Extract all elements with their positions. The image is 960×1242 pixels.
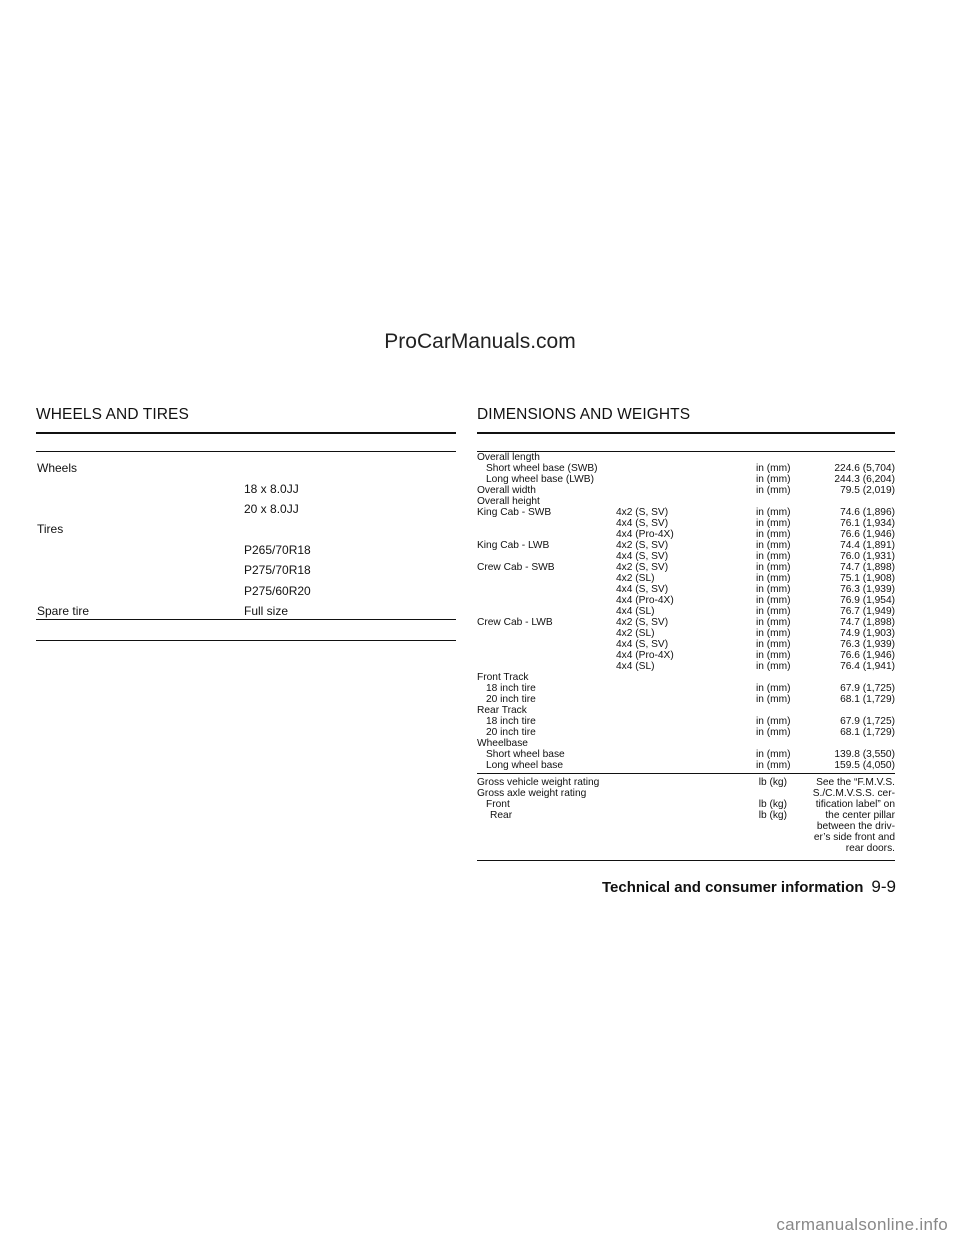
- dim-row-label: Crew Cab - SWB: [477, 562, 555, 573]
- weight-row-note: tification label” on: [815, 799, 895, 810]
- table-top-rule-left: [36, 451, 456, 452]
- watermark-carmanualsonline: carmanualsonline.info: [776, 1215, 948, 1234]
- dim-row-unit: in (mm): [756, 507, 791, 518]
- dimensions-table: [477, 452, 895, 772]
- weight-row-label: Rear: [490, 810, 513, 821]
- dim-row-value: 76.4 (1,941): [840, 661, 895, 672]
- title-rule-left: [36, 432, 456, 434]
- tire-size-3: P275/60R20: [244, 584, 311, 598]
- dim-row-value: 159.5 (4,050): [834, 760, 895, 771]
- dim-row-variant: 4x2 (SL): [616, 573, 655, 584]
- spare-tire-label: Spare tire: [37, 604, 90, 618]
- dim-row-value: 67.9 (1,725): [840, 683, 895, 694]
- dim-row-label: 18 inch tire: [486, 716, 536, 727]
- dim-row-unit: in (mm): [756, 573, 791, 584]
- dim-row-unit: in (mm): [756, 551, 791, 562]
- dim-row-unit: in (mm): [756, 694, 791, 705]
- dim-row-unit: in (mm): [756, 749, 791, 760]
- dim-row-unit: in (mm): [756, 485, 791, 496]
- wheel-size-2: 20 x 8.0JJ: [244, 502, 299, 516]
- dim-row-unit: in (mm): [756, 518, 791, 529]
- dim-row-value: 76.7 (1,949): [840, 606, 895, 617]
- dim-row-label: Front Track: [477, 672, 529, 683]
- dim-row-value: 224.6 (5,704): [834, 463, 895, 474]
- dim-row-unit: in (mm): [756, 727, 791, 738]
- dim-row-label: Overall width: [477, 485, 536, 496]
- dimensions-weights-title: DIMENSIONS AND WEIGHTS: [477, 406, 691, 423]
- dim-row-unit: in (mm): [756, 650, 791, 661]
- wheel-size-1: 18 x 8.0JJ: [244, 482, 299, 496]
- weight-row-unit: lb (kg): [758, 777, 787, 788]
- dim-row-variant: 4x4 (Pro-4X): [616, 650, 674, 661]
- dim-row-variant: 4x4 (S, SV): [616, 551, 669, 562]
- section-end-rule-left: [36, 640, 456, 641]
- weight-row-unit: lb (kg): [758, 810, 787, 821]
- title-rule-right: [477, 432, 895, 434]
- dim-row-variant: 4x4 (S, SV): [616, 584, 669, 595]
- dim-row-variant: 4x2 (SL): [616, 628, 655, 639]
- dim-row-label: Rear Track: [477, 705, 527, 716]
- dim-row-label: Overall length: [477, 452, 540, 463]
- weight-row-note: rear doors.: [845, 843, 895, 854]
- page-number: 9-9: [871, 877, 896, 896]
- weight-row-label: Gross axle weight rating: [477, 788, 587, 799]
- dim-row-variant: 4x4 (S, SV): [616, 639, 669, 650]
- dim-row-unit: in (mm): [756, 529, 791, 540]
- dim-row-label: 20 inch tire: [486, 694, 536, 705]
- dim-row-variant: 4x2 (S, SV): [616, 617, 669, 628]
- dim-row-unit: in (mm): [756, 562, 791, 573]
- table-bottom-rule-left: [36, 619, 456, 620]
- dim-row-label: 18 inch tire: [486, 683, 536, 694]
- dim-row-unit: in (mm): [756, 584, 791, 595]
- table-bottom-rule-right: [477, 860, 895, 861]
- dim-row-variant: 4x2 (S, SV): [616, 540, 669, 551]
- dim-row-variant: 4x4 (SL): [616, 661, 655, 672]
- watermark-procarmanuals: ProCarManuals.com: [384, 330, 576, 353]
- dim-row-unit: in (mm): [756, 628, 791, 639]
- weight-row-label: Gross vehicle weight rating: [477, 777, 600, 788]
- dim-row-value: 76.9 (1,954): [840, 595, 895, 606]
- tires-label: Tires: [37, 522, 64, 536]
- weight-row-note: er’s side front and: [813, 832, 895, 843]
- dim-row-label: Wheelbase: [477, 738, 528, 749]
- weight-row-note: the center pillar: [825, 810, 895, 821]
- weight-row-note: between the driv-: [816, 821, 895, 832]
- dim-row-unit: in (mm): [756, 595, 791, 606]
- weight-row-note: See the “F.M.V.S.: [816, 777, 895, 788]
- dim-row-unit: in (mm): [756, 661, 791, 672]
- dim-row-label: Long wheel base (LWB): [486, 474, 594, 485]
- weight-row-unit: lb (kg): [758, 799, 787, 810]
- wheels-tires-title: WHEELS AND TIRES: [36, 406, 189, 423]
- dim-row-label: Short wheel base (SWB): [486, 463, 598, 474]
- weights-divider-rule: [477, 773, 895, 774]
- dim-row-value: 74.9 (1,903): [840, 628, 895, 639]
- dim-row-label: Long wheel base: [486, 760, 564, 771]
- dim-row-variant: 4x4 (Pro-4X): [616, 529, 674, 540]
- dim-row-unit: in (mm): [756, 716, 791, 727]
- dim-row-label: Overall height: [477, 496, 540, 507]
- dim-row-value: 68.1 (1,729): [840, 727, 895, 738]
- dim-row-value: 79.5 (2,019): [840, 485, 895, 496]
- dim-row-value: 74.7 (1,898): [840, 562, 895, 573]
- dim-row-value: 67.9 (1,725): [840, 716, 895, 727]
- dim-row-label: King Cab - LWB: [477, 540, 550, 551]
- weight-row-note: S./C.M.V.S.S. cer-: [812, 788, 895, 799]
- footer-section-title: Technical and consumer information: [601, 879, 864, 896]
- weights-table: [477, 777, 895, 859]
- dim-row-value: 75.1 (1,908): [840, 573, 895, 584]
- tire-size-1: P265/70R18: [244, 543, 311, 557]
- dim-row-unit: in (mm): [756, 760, 791, 771]
- dim-row-value: 76.3 (1,939): [840, 639, 895, 650]
- dim-row-value: 76.6 (1,946): [840, 529, 895, 540]
- dim-row-variant: 4x2 (S, SV): [616, 562, 669, 573]
- dim-row-label: Short wheel base: [486, 749, 565, 760]
- page-footer: [602, 877, 896, 897]
- dim-row-value: 139.8 (3,550): [834, 749, 895, 760]
- wheels-label: Wheels: [37, 461, 78, 475]
- dim-row-variant: 4x4 (Pro-4X): [616, 595, 674, 606]
- dim-row-value: 76.3 (1,939): [840, 584, 895, 595]
- dim-row-label: Crew Cab - LWB: [477, 617, 553, 628]
- dim-row-variant: 4x4 (S, SV): [616, 518, 669, 529]
- dim-row-unit: in (mm): [756, 617, 791, 628]
- dim-row-value: 76.1 (1,934): [840, 518, 895, 529]
- spare-tire-value: Full size: [244, 604, 289, 618]
- weight-row-label: Front: [486, 799, 510, 810]
- dim-row-value: 76.0 (1,931): [840, 551, 895, 562]
- dim-row-variant: 4x4 (SL): [616, 606, 655, 617]
- dim-row-value: 244.3 (6,204): [834, 474, 895, 485]
- dim-row-value: 74.6 (1,896): [840, 507, 895, 518]
- tire-size-2: P275/70R18: [244, 563, 311, 577]
- dim-row-variant: 4x2 (S, SV): [616, 507, 669, 518]
- dim-row-unit: in (mm): [756, 606, 791, 617]
- dim-row-label: King Cab - SWB: [477, 507, 552, 518]
- dim-row-value: 76.6 (1,946): [840, 650, 895, 661]
- dim-row-unit: in (mm): [756, 639, 791, 650]
- dim-row-unit: in (mm): [756, 683, 791, 694]
- dim-row-value: 74.4 (1,891): [840, 540, 895, 551]
- dim-row-unit: in (mm): [756, 540, 791, 551]
- dim-row-unit: in (mm): [756, 474, 791, 485]
- dim-row-unit: in (mm): [756, 463, 791, 474]
- dim-row-value: 74.7 (1,898): [840, 617, 895, 628]
- dim-row-label: 20 inch tire: [486, 727, 536, 738]
- dim-row-value: 68.1 (1,729): [840, 694, 895, 705]
